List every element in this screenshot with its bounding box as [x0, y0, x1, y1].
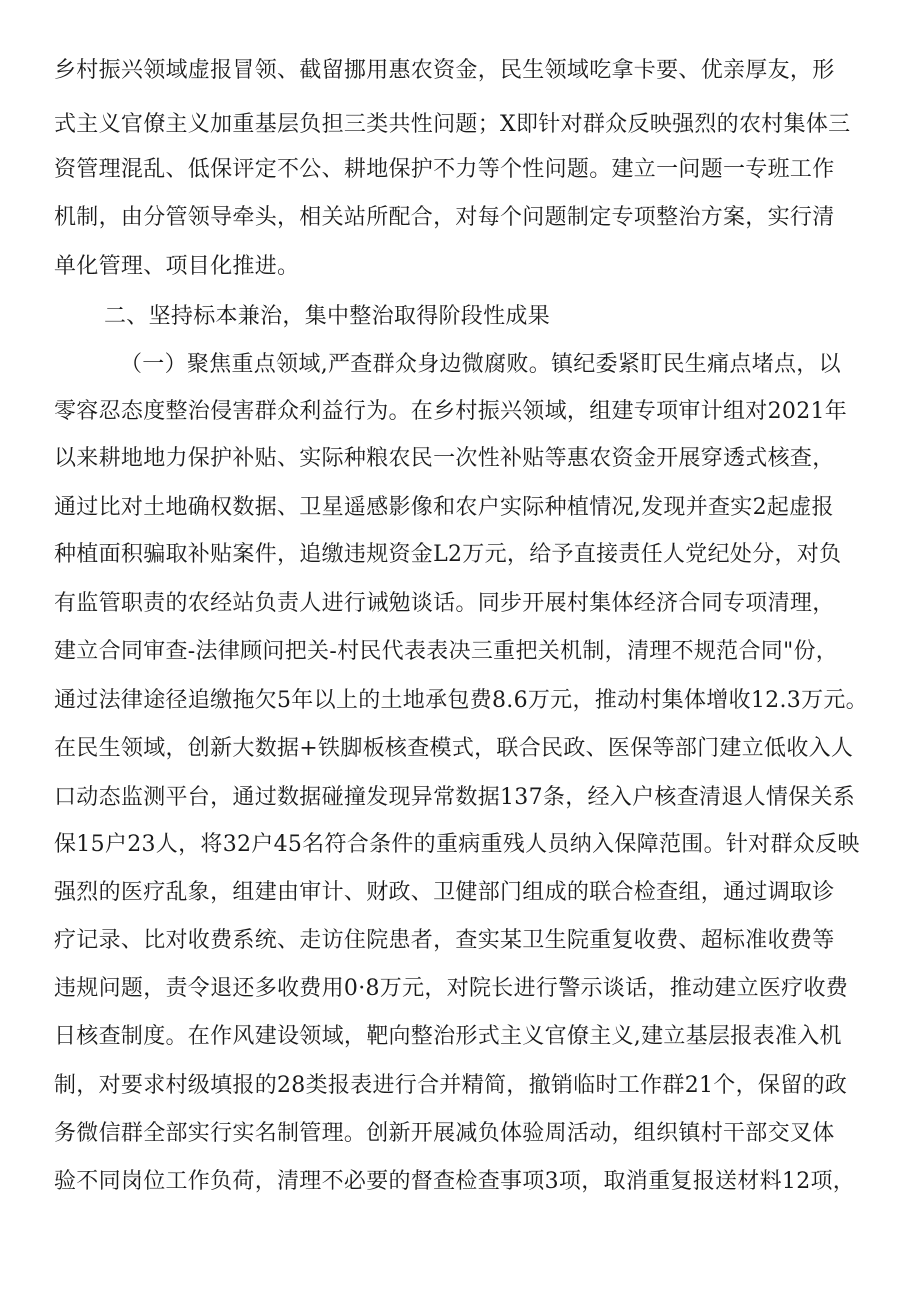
- text-line: 以来耕地地力保护补贴、实际种粮农民一次性补贴等惠农资金开展穿透式核查，: [54, 446, 835, 471]
- subsection-heading: （一）聚焦重点领域,严查群众身边微腐败。镇纪委紧盯民生痛点堵点，以: [120, 352, 841, 377]
- text-line: 务微信群全部实行实名制管理。创新开展减负体验周活动，组织镇村干部交叉体: [54, 1121, 835, 1146]
- text-line: 资管理混乱、低保评定不公、耕地保护不力等个性问题。建立一问题一专班工作: [54, 157, 835, 182]
- text-line: 验不同岗位工作负荷，清理不必要的督查检查事项3项，取消重复报送材料12项，: [54, 1169, 856, 1194]
- text-line: 通过比对土地确权数据、卫星遥感影像和农户实际种植情况,发现并查实2起虚报: [54, 495, 834, 520]
- text-line: 有监管职责的农经站负责人进行诫勉谈话。同步开展村集体经济合同专项清理，: [54, 591, 835, 616]
- text-line: 建立合同审查-法律顾问把关-村民代表表决三重把关机制，清理不规范合同"份，: [54, 639, 839, 664]
- text-line: 在民生领域，创新大数据+铁脚板核查模式，联合民政、医保等部门建立低收入人: [54, 736, 854, 761]
- text-line: 单化管理、项目化推进。: [54, 254, 300, 279]
- text-line: 强烈的医疗乱象，组建由审计、财政、卫健部门组成的联合检查组，通过调取诊: [54, 880, 835, 905]
- section-heading: 二、坚持标本兼治，集中整治取得阶段性成果: [104, 304, 551, 329]
- text-line: 疗记录、比对收费系统、走访住院患者，查实某卫生院重复收费、超标准收费等: [54, 928, 835, 953]
- text-line: 制，对要求村级填报的28类报表进行合并精简，撤销临时工作群21个，保留的政: [54, 1073, 848, 1098]
- text-line: 口动态监测平台，通过数据碰撞发现异常数据137条，经入户核查清退人情保关系: [54, 785, 856, 810]
- text-line: 日核查制度。在作风建设领域，靶向整治形式主义官僚主义,建立基层报表准入机: [54, 1024, 842, 1049]
- text-line: 保15户23人，将32户45名符合条件的重病重残人员纳入保障范围。针对群众反映: [54, 832, 860, 857]
- text-line: 式主义官僚主义加重基层负担三类共性问题；X即针对群众反映强烈的农村集体三: [54, 112, 851, 137]
- text-line: 机制，由分管领导牵头，相关站所配合，对每个问题制定专项整治方案，实行清: [54, 205, 835, 230]
- text-line: 乡村振兴领域虚报冒领、截留挪用惠农资金，民生领域吃拿卡要、优亲厚友，形: [54, 58, 835, 83]
- text-line: 通过法律途径追缴拖欠5年以上的土地承包费8.6万元，推动村集体增收12.3万元。: [54, 688, 868, 713]
- text-line: 种植面积骗取补贴案件，追缴违规资金L2万元，给予直接责任人党纪处分，对负: [54, 542, 842, 567]
- text-line: 违规问题，责令退还多收费用0·8万元，对院长进行警示谈话，推动建立医疗收费: [54, 976, 849, 1001]
- text-line: 零容忍态度整治侵害群众利益行为。在乡村振兴领域，组建专项审计组对2021年: [54, 399, 848, 424]
